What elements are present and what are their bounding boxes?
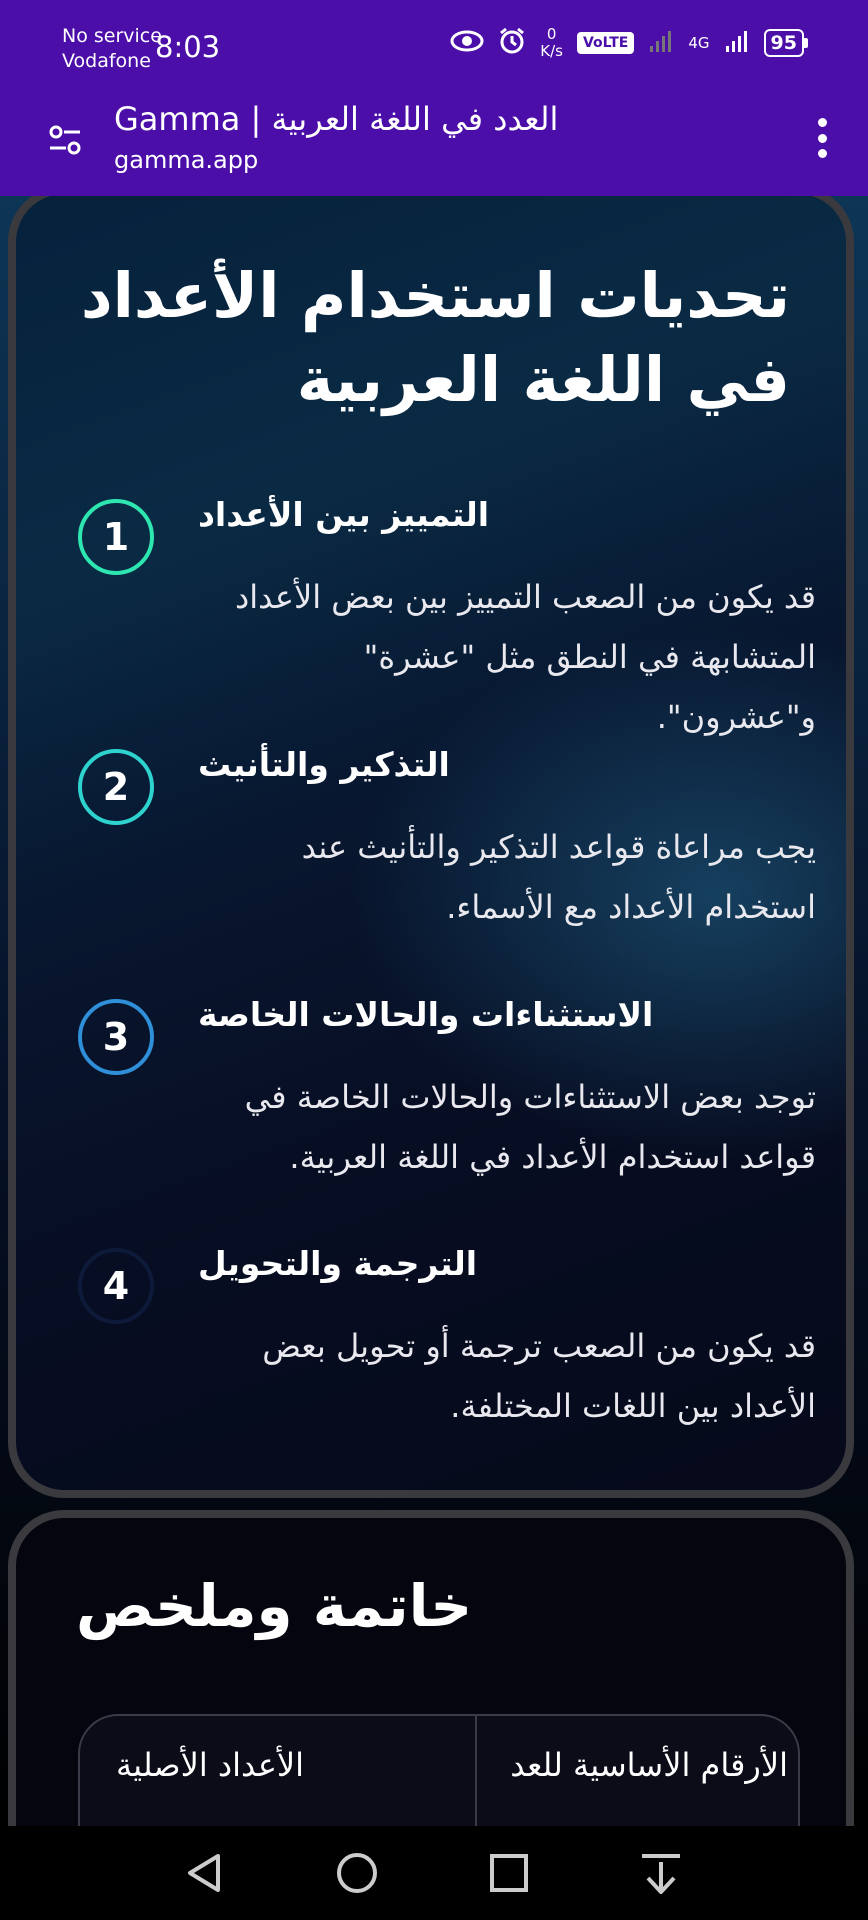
table-divider xyxy=(475,1716,477,1826)
battery-level: 95 xyxy=(764,29,804,57)
eye-icon xyxy=(450,30,484,57)
number-badge: 4 xyxy=(78,1248,154,1324)
network-speed xyxy=(540,26,563,60)
item-body: قد يكون من الصعب التمييز بين بعض الأعداد المتشابهة في النطق مثل "عشرة" و"عشرون". xyxy=(234,578,816,736)
conclusion-title: خاتمة وملخص xyxy=(76,1572,473,1640)
back-icon[interactable] xyxy=(180,1848,230,1898)
signal-full-icon xyxy=(724,28,750,59)
status-icons xyxy=(450,26,808,60)
number-badge: 3 xyxy=(78,999,154,1075)
status-bar xyxy=(0,0,868,90)
alarm-icon xyxy=(498,27,526,60)
signal-empty-icon xyxy=(648,28,674,59)
more-options-icon[interactable] xyxy=(816,118,828,158)
speed-value: 0 xyxy=(546,25,557,43)
battery-icon xyxy=(764,29,808,57)
speed-unit: K/s xyxy=(540,42,563,60)
item-heading: التذكير والتأنيث xyxy=(198,745,450,784)
number-badge: 2 xyxy=(78,749,154,825)
network-type: 4G xyxy=(688,34,710,52)
page-content xyxy=(0,196,868,1826)
table-header-basic-numbers: الأرقام الأساسية للعد xyxy=(510,1746,788,1784)
item-heading: الترجمة والتحويل xyxy=(198,1244,478,1283)
home-icon[interactable] xyxy=(332,1848,382,1898)
item-body: قد يكون من الصعب ترجمة أو تحويل بعض الأعداد بين اللغات المختلفة. xyxy=(262,1327,816,1425)
carrier-info xyxy=(62,24,162,74)
volte-badge: VoLTE xyxy=(577,32,634,54)
system-nav-bar xyxy=(0,1826,868,1920)
item-heading: التمييز بين الأعداد xyxy=(198,495,490,534)
item-heading: الاستثناءات والحالات الخاصة xyxy=(198,995,654,1034)
carrier-service: No service xyxy=(62,25,162,47)
challenges-card xyxy=(8,196,854,1498)
page-title: Gamma | العدد في اللغة العربية xyxy=(114,100,559,138)
summary-table xyxy=(78,1714,800,1826)
battery-tip xyxy=(804,38,808,48)
card-title: تحديات استخدام الأعداد في اللغة العربية xyxy=(80,259,790,416)
table-header-cardinal-numbers: الأعداد الأصلية xyxy=(116,1746,305,1784)
clock: 8:03 xyxy=(155,30,221,64)
item-body: يجب مراعاة قواعد التذكير والتأنيث عند استخدام الأعداد مع الأسماء. xyxy=(301,828,816,926)
notification-pull-icon[interactable] xyxy=(636,1848,686,1898)
conclusion-card xyxy=(8,1510,854,1826)
recents-icon[interactable] xyxy=(484,1848,534,1898)
page-url[interactable]: gamma.app xyxy=(114,146,259,174)
browser-toolbar xyxy=(0,90,868,196)
carrier-name: Vodafone xyxy=(62,50,151,72)
number-badge: 1 xyxy=(78,499,154,575)
site-settings-icon[interactable] xyxy=(48,120,84,160)
item-body: توجد بعض الاستثناءات والحالات الخاصة في قواعد استخدام الأعداد في اللغة العربية. xyxy=(244,1078,816,1176)
